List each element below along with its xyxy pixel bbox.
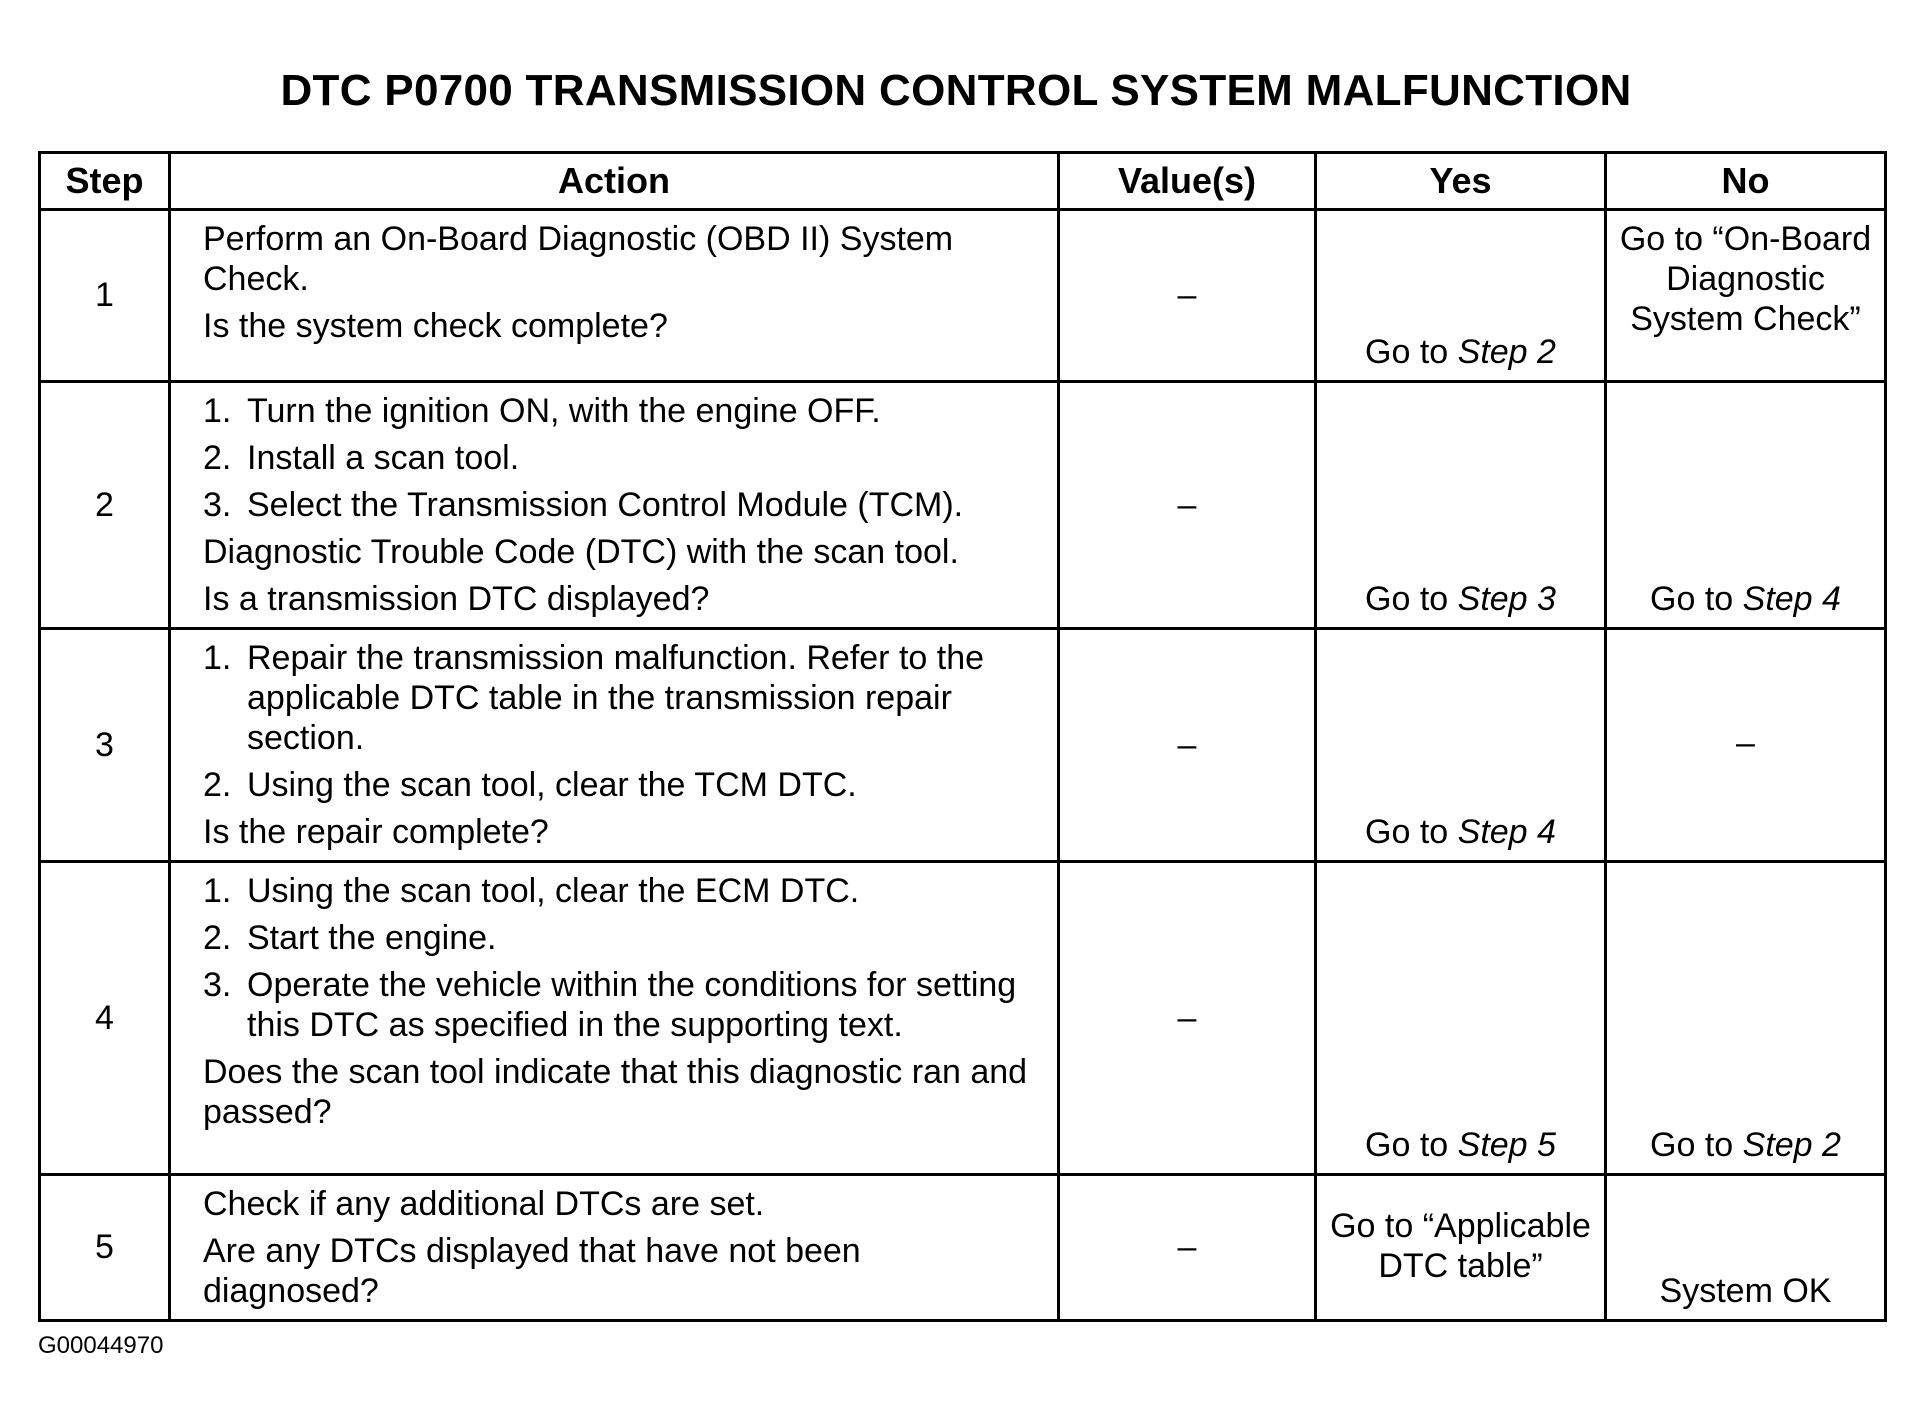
action-item — [203, 765, 1043, 805]
yes-cell — [1316, 382, 1606, 629]
value-cell: – — [1059, 382, 1316, 629]
action-cell — [170, 210, 1059, 382]
action-line: Check if any additional DTCs are set. — [203, 1185, 765, 1223]
yes-step-ref: Step 4 — [1457, 813, 1556, 851]
item-text: Install a scan tool. — [247, 439, 520, 477]
item-text: Select the Transmission Control Module (TCM). — [247, 486, 964, 524]
value-cell: – — [1059, 862, 1316, 1175]
action-item — [203, 965, 1043, 1045]
action-question: Is a transmission DTC displayed? — [203, 580, 710, 618]
value-cell: – — [1059, 629, 1316, 862]
no-cell: – — [1606, 629, 1886, 862]
table-row — [40, 210, 1886, 382]
no-cell: Go to “On-Board Diagnostic System Check” — [1606, 210, 1886, 382]
action-question: Is the repair complete? — [203, 813, 549, 851]
item-number: 3. — [203, 486, 232, 524]
table-row — [40, 629, 1886, 862]
diagnostic-table — [38, 151, 1887, 1322]
action-question: Are any DTCs displayed that have not been diagnosed? — [203, 1232, 861, 1310]
header-yes: Yes — [1316, 153, 1606, 210]
item-number: 2. — [203, 766, 232, 804]
step-number: 5 — [40, 1175, 170, 1321]
no-prefix: Go to — [1650, 1126, 1743, 1164]
action-item — [203, 638, 1043, 758]
header-action: Action — [170, 153, 1059, 210]
yes-prefix: Go to — [1365, 333, 1458, 371]
action-question: Is the system check complete? — [203, 307, 668, 345]
no-step-ref: Step 2 — [1742, 1126, 1841, 1164]
item-number: 1. — [203, 639, 232, 677]
item-number: 1. — [203, 392, 232, 430]
figure-code: G00044970 — [38, 1332, 164, 1359]
header-values: Value(s) — [1059, 153, 1316, 210]
no-cell — [1606, 382, 1886, 629]
action-item — [203, 918, 1043, 958]
item-number: 1. — [203, 872, 232, 910]
item-text: Operate the vehicle within the conditions for setting this DTC as specified in the supporting text. — [247, 966, 1017, 1044]
action-question: Does the scan tool indicate that this diagnostic ran and passed? — [203, 1053, 1028, 1131]
item-text: Start the engine. — [247, 919, 497, 957]
step-number: 1 — [40, 210, 170, 382]
item-text: Repair the transmission malfunction. Refer to the applicable DTC table in the transmission repair section. — [247, 639, 985, 757]
step-number: 4 — [40, 862, 170, 1175]
header-step: Step — [40, 153, 170, 210]
action-item — [203, 391, 1043, 431]
no-prefix: Go to — [1650, 580, 1743, 618]
table-row — [40, 1175, 1886, 1321]
action-item — [203, 438, 1043, 478]
page-title: DTC P0700 TRANSMISSION CONTROL SYSTEM MALFUNCTION — [280, 66, 1632, 115]
action-line: Perform an On-Board Diagnostic (OBD II) System Check. — [203, 220, 954, 298]
action-cell — [170, 629, 1059, 862]
item-text: Using the scan tool, clear the TCM DTC. — [247, 766, 857, 804]
no-cell: System OK — [1606, 1175, 1886, 1321]
item-text: Turn the ignition ON, with the engine OFF. — [247, 392, 881, 430]
step-number: 3 — [40, 629, 170, 862]
item-number: 2. — [203, 919, 232, 957]
yes-cell: Go to “Applicable DTC table” — [1316, 1175, 1606, 1321]
yes-step-ref: Step 5 — [1457, 1126, 1556, 1164]
action-cell — [170, 862, 1059, 1175]
action-item — [203, 485, 1043, 525]
yes-prefix: Go to — [1365, 1126, 1458, 1164]
action-line: Diagnostic Trouble Code (DTC) with the scan tool. — [203, 533, 959, 571]
action-cell — [170, 1175, 1059, 1321]
item-number: 2. — [203, 439, 232, 477]
header-no: No — [1606, 153, 1886, 210]
no-step-ref: Step 4 — [1742, 580, 1841, 618]
yes-step-ref: Step 2 — [1457, 333, 1556, 371]
value-cell: – — [1059, 1175, 1316, 1321]
table-row — [40, 862, 1886, 1175]
action-cell — [170, 382, 1059, 629]
table-row — [40, 382, 1886, 629]
yes-prefix: Go to — [1365, 580, 1458, 618]
yes-prefix: Go to — [1365, 813, 1458, 851]
table-header-row — [40, 153, 1886, 210]
item-number: 3. — [203, 966, 232, 1004]
step-number: 2 — [40, 382, 170, 629]
item-text: Using the scan tool, clear the ECM DTC. — [247, 872, 860, 910]
yes-cell — [1316, 862, 1606, 1175]
action-item — [203, 871, 1043, 911]
value-cell: – — [1059, 210, 1316, 382]
yes-step-ref: Step 3 — [1457, 580, 1556, 618]
yes-cell — [1316, 210, 1606, 382]
no-cell — [1606, 862, 1886, 1175]
yes-cell — [1316, 629, 1606, 862]
